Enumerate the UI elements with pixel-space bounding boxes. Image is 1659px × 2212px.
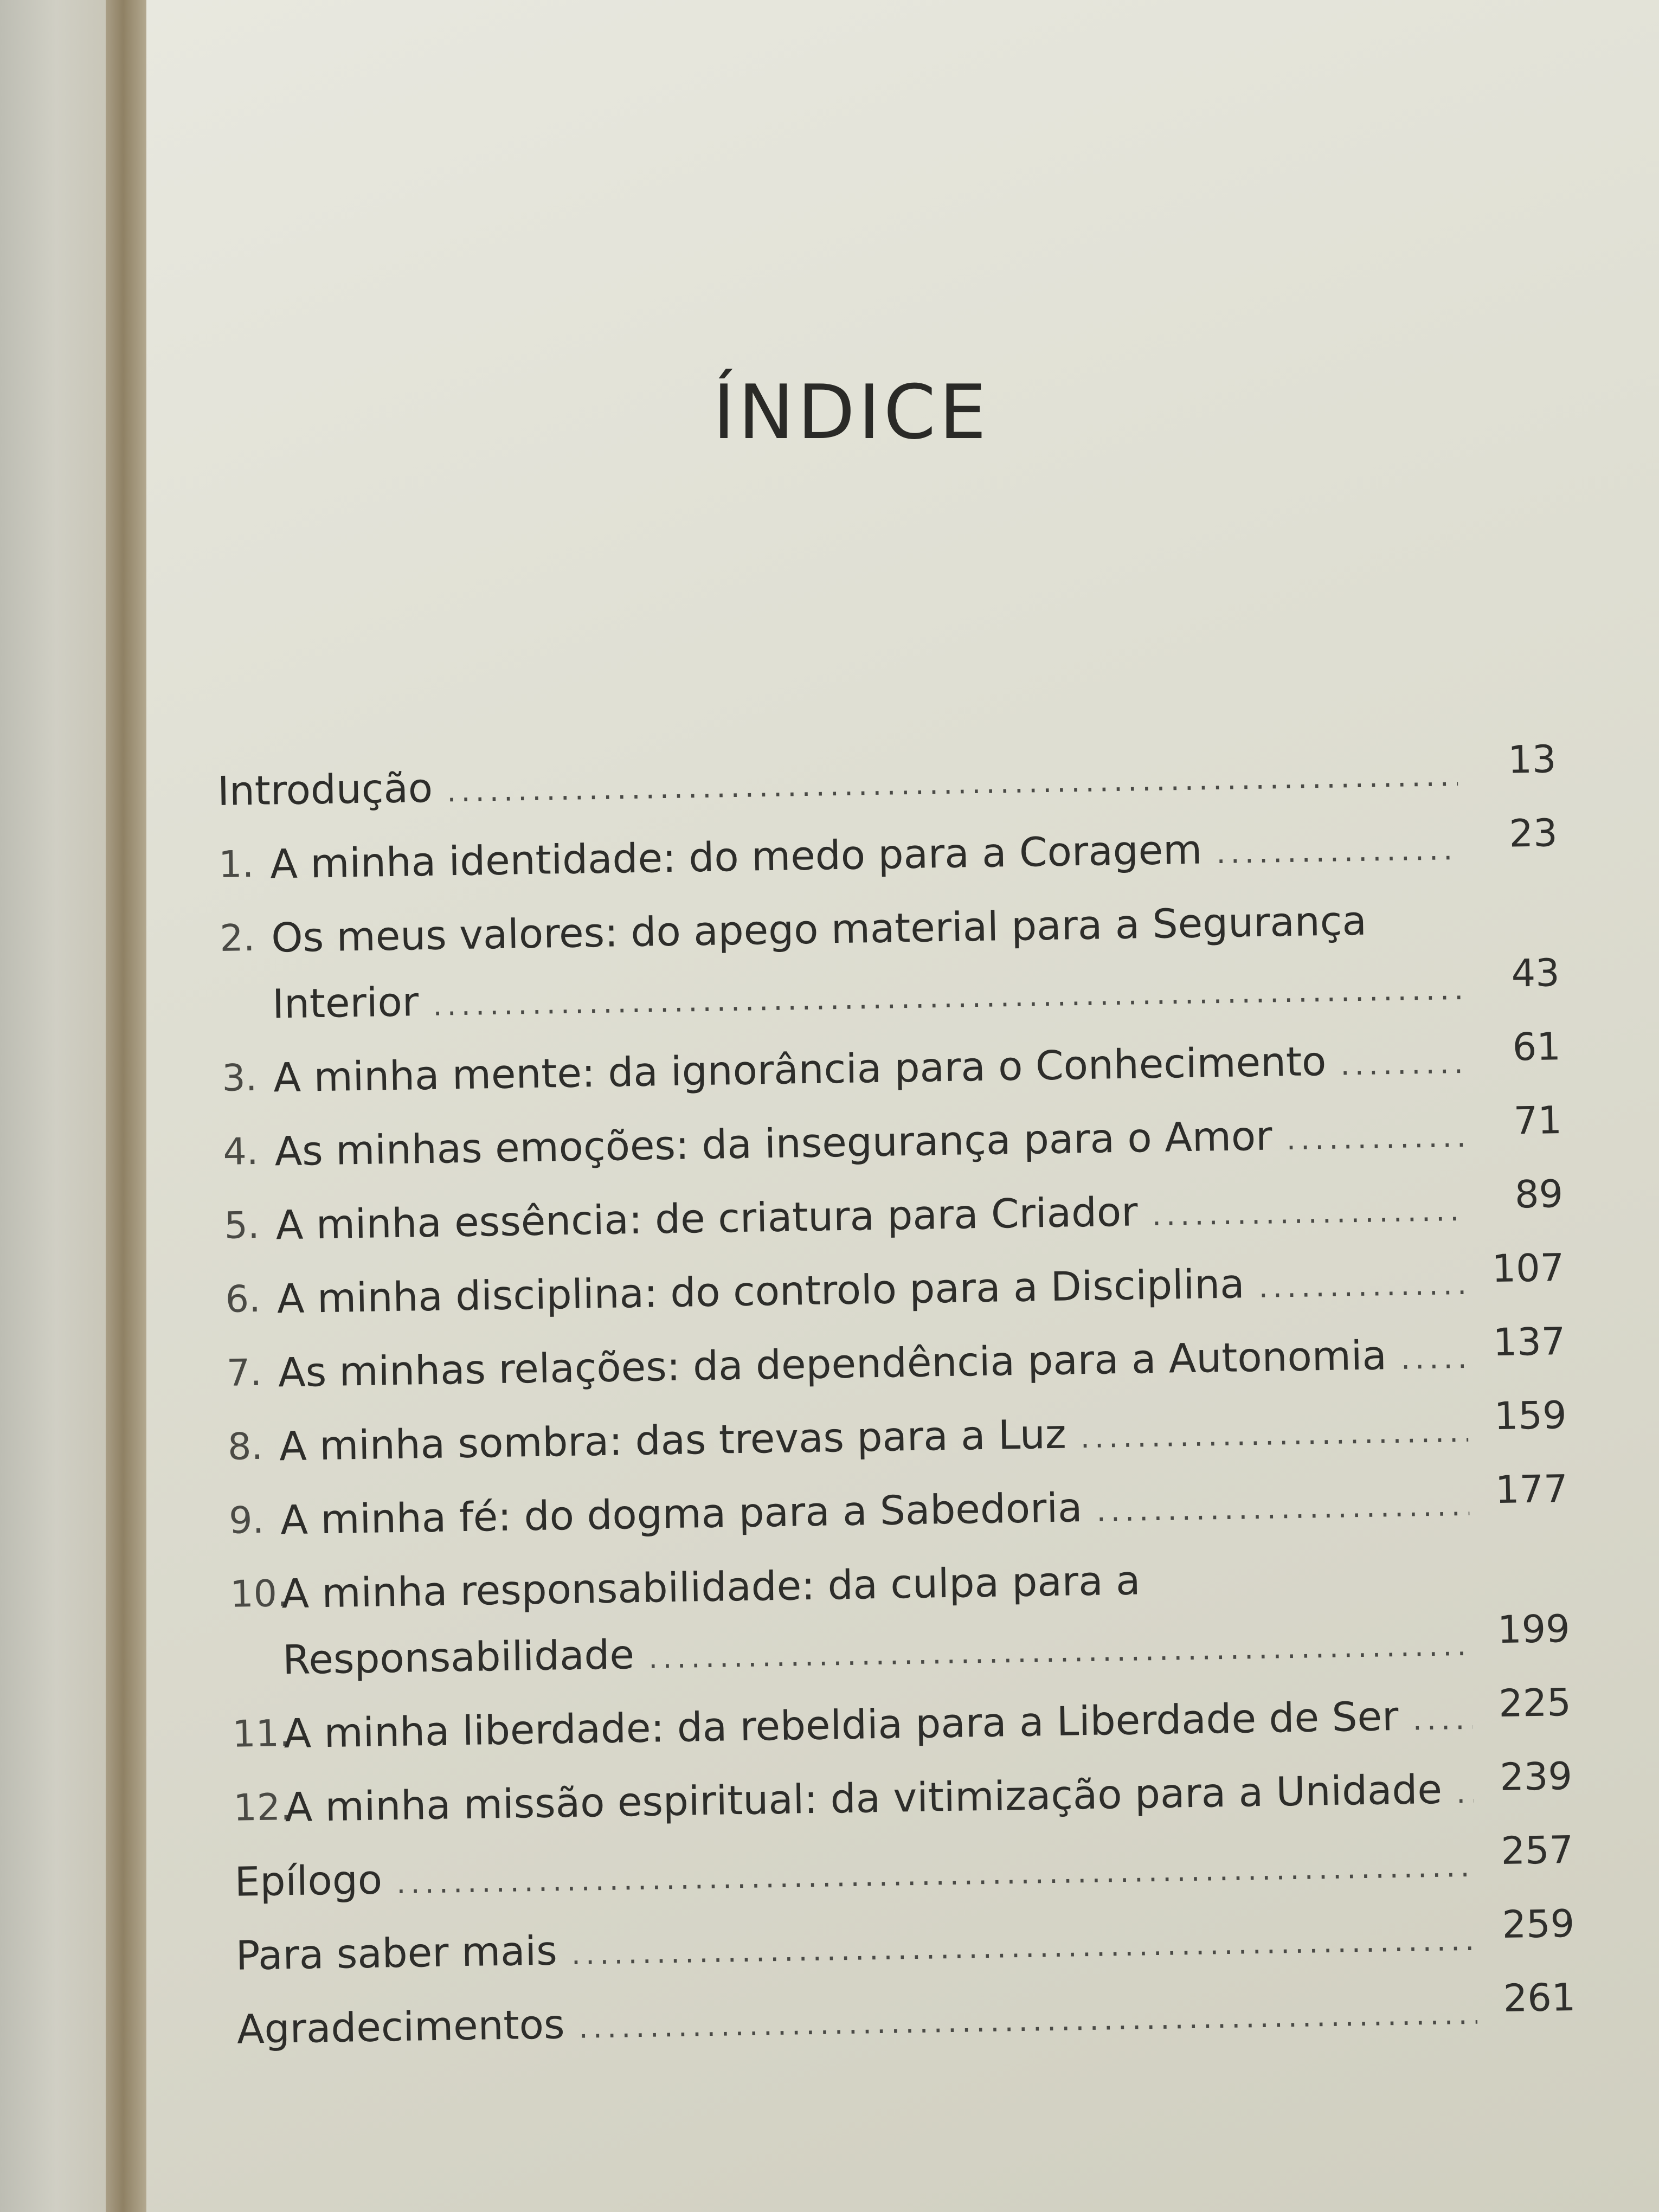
page-title: ÍNDICE	[712, 369, 990, 456]
toc-entry-page-number: 261	[1503, 1975, 1576, 2021]
toc-entry-page-number: 43	[1510, 950, 1560, 996]
dot-leader	[446, 749, 1458, 819]
dot-leader	[433, 962, 1462, 1033]
dot-leader	[1412, 1692, 1473, 1747]
dot-leader	[1258, 1257, 1467, 1315]
toc-entry-page-number: 259	[1501, 1901, 1575, 1947]
dot-leader	[1340, 1036, 1463, 1092]
toc-entry-page-number: 257	[1500, 1827, 1574, 1874]
dot-leader	[571, 1913, 1477, 1982]
toc-entry-number: 12.	[233, 1786, 293, 1830]
toc-entry-text: A minha essência: de criatura para Criador	[275, 1188, 1139, 1249]
toc-entry-number: 7.	[226, 1351, 262, 1395]
toc-entry-page-number: 23	[1508, 811, 1558, 856]
toc-entry-page-number: 71	[1513, 1098, 1562, 1143]
toc-entry-text: Para saber mais	[235, 1927, 558, 1979]
toc-entry-page-number: 107	[1491, 1245, 1565, 1291]
toc-entry-number: 8.	[227, 1425, 263, 1469]
dot-leader	[396, 1840, 1475, 1911]
toc-entry-number: 10.	[229, 1572, 290, 1616]
toc-entry-page-number: 225	[1498, 1680, 1572, 1726]
toc-entry-text: A minha sombra: das trevas para a Luz	[279, 1411, 1067, 1470]
toc-entry-text: A minha missão espiritual: da vitimização para a Unidade	[284, 1766, 1443, 1831]
toc-entry-text: As minhas emoções: da insegurança para o Amor	[274, 1113, 1273, 1175]
toc-entry-text: Responsabilidade	[282, 1631, 635, 1684]
toc-entry-title	[271, 892, 1468, 1036]
toc-entry-text: A minha fé: do dogma para a Sabedoria	[280, 1484, 1083, 1544]
toc-entry-text: Interior	[272, 979, 419, 1028]
dot-leader	[1456, 1766, 1474, 1820]
toc-entry-text: A minha disciplina: do controlo para a Disciplina	[276, 1261, 1245, 1323]
dot-leader	[1096, 1478, 1470, 1539]
book-page	[146, 0, 1659, 2212]
dot-leader	[1080, 1405, 1469, 1465]
book-spine-edge	[106, 0, 149, 2212]
dot-leader	[1216, 822, 1459, 880]
toc-entry-text: Epílogo	[234, 1856, 383, 1906]
toc-entry-number: 4.	[222, 1130, 259, 1174]
toc-entry-page-number: 89	[1514, 1172, 1564, 1217]
toc-entry-text: Os meus valores: do apego material para a Segurança	[271, 897, 1367, 962]
dot-leader	[648, 1618, 1472, 1686]
dot-leader	[1400, 1331, 1468, 1386]
toc-entry-title	[236, 1983, 1484, 2061]
dot-leader	[1286, 1110, 1464, 1167]
toc-entry-page-number: 13	[1507, 737, 1557, 782]
toc-entry-text: A minha responsabilidade: da culpa para a	[281, 1557, 1141, 1618]
dot-leader	[578, 1987, 1478, 2055]
toc-entry-number: 6.	[225, 1277, 261, 1321]
toc-entry-text: As minhas relações: da dependência para a Autonomia	[278, 1332, 1387, 1397]
toc-entry	[229, 1536, 1587, 1697]
toc-entry-title	[281, 1548, 1478, 1692]
toc-entry-text: Introdução	[217, 764, 433, 815]
toc-entry-page-number: 137	[1493, 1319, 1566, 1365]
toc-entry-number: 9.	[228, 1499, 265, 1542]
toc-entry-number: 1.	[218, 843, 254, 886]
table-of-contents	[217, 732, 1593, 2066]
toc-entry-text: A minha mente: da ignorância para o Conhecimento	[273, 1038, 1327, 1102]
toc-entry-text: Agradecimentos	[236, 2001, 565, 2053]
toc-entry-text: A minha identidade: do medo para a Coragem	[269, 826, 1203, 888]
toc-entry	[219, 880, 1577, 1041]
toc-entry-line	[236, 1983, 1484, 2061]
toc-entry-page-number: 61	[1512, 1024, 1561, 1070]
toc-entry-number: 2.	[219, 916, 255, 960]
toc-entry-page-number: 177	[1495, 1467, 1568, 1513]
toc-entry-page-number: 239	[1499, 1753, 1573, 1800]
toc-entry-number: 3.	[221, 1056, 258, 1100]
toc-entry-page-number: 159	[1494, 1393, 1567, 1439]
dot-leader	[1152, 1184, 1465, 1243]
toc-entry-text: A minha liberdade: da rebeldia para a Liberdade de Ser	[283, 1693, 1399, 1758]
toc-entry-number: 5.	[224, 1204, 260, 1248]
toc-entry-page-number: 199	[1497, 1606, 1571, 1652]
toc-entry-number: 11.	[232, 1712, 292, 1756]
